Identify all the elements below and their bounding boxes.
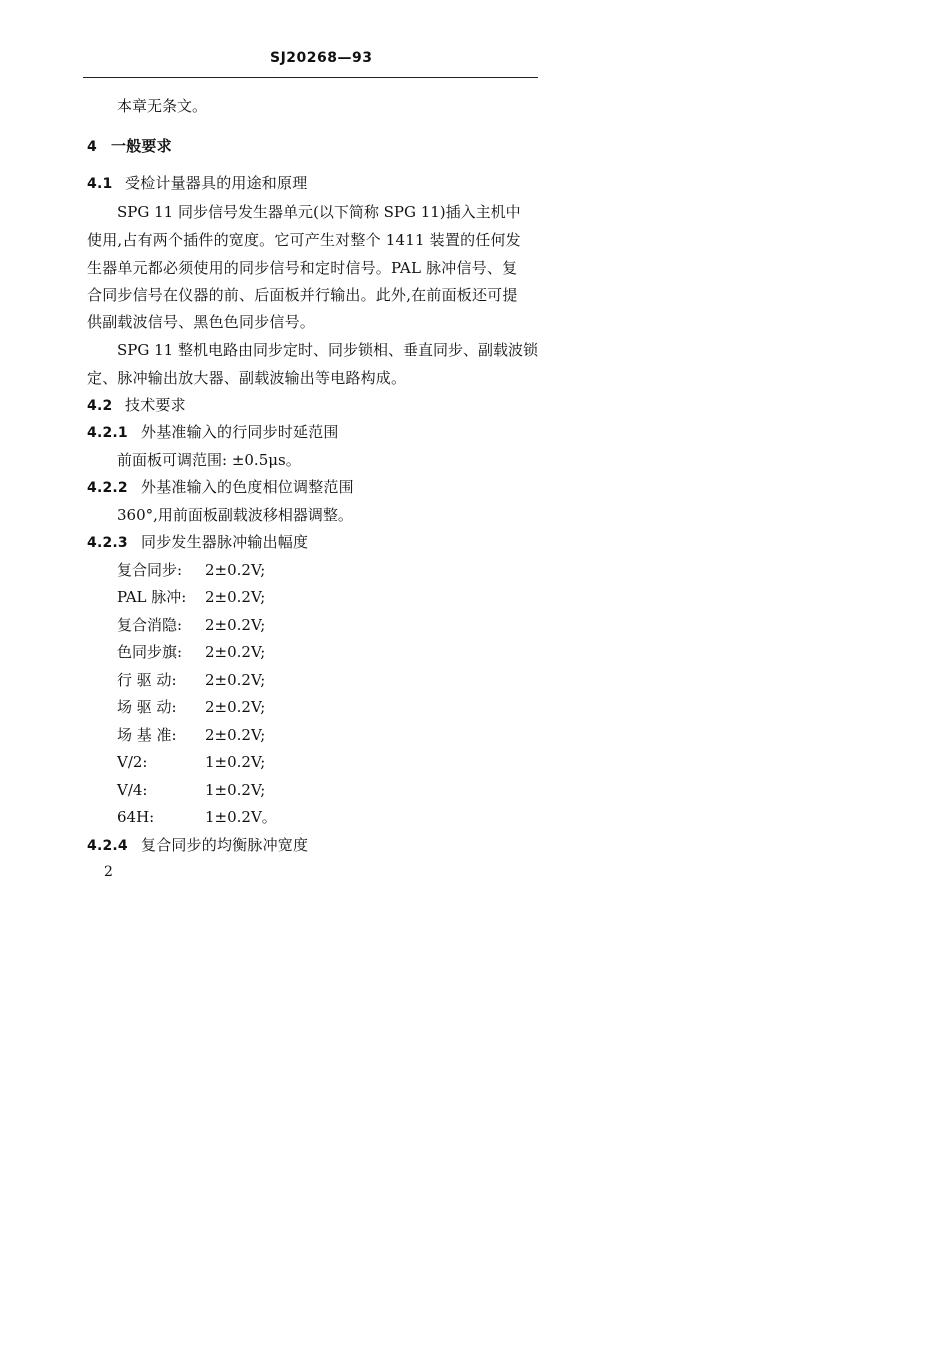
spec-label: V/4: [117,781,148,799]
section-body: 360°,用前面板副载波移相器调整。 [117,506,353,524]
spec-value: 1±0.2V; [205,781,266,799]
spec-label: 场 驱 动: [117,698,177,716]
paragraph-line: 定、脉冲输出放大器、副载波输出等电路构成。 [87,369,407,387]
paragraph-line: SPG 11 同步信号发生器单元(以下简称 SPG 11)插入主机中 [117,203,521,221]
spec-row [117,560,265,580]
no-clauses-note: 本章无条文。 [117,97,208,115]
section-title: 受检计量器具的用途和原理 [125,174,308,192]
section-body: 前面板可调范围: ±0.5μs。 [117,451,301,469]
paragraph-line: 供副载波信号、黑色色同步信号。 [87,313,316,331]
spec-row [117,780,265,800]
section-number: 4 [87,139,97,155]
spec-row [117,725,265,745]
spec-row [117,615,265,635]
section-title: 同步发生器脉冲输出幅度 [141,533,309,551]
spec-value: 1±0.2V。 [205,808,277,826]
paragraph-line: 使用,占有两个插件的宽度。它可产生对整个 1411 装置的任何发 [87,231,521,249]
spec-label: 行 驱 动: [117,671,177,689]
section-number: 4.2.3 [87,535,128,551]
spec-value: 2±0.2V; [205,698,266,716]
section-title: 外基准输入的行同步时延范围 [141,423,339,441]
spec-value: 2±0.2V; [205,588,266,606]
section-4-2-heading [87,395,539,416]
section-number: 4.2.2 [87,480,128,496]
spec-label: V/2: [117,753,148,771]
spec-row [117,587,265,607]
paragraph-line: SPG 11 整机电路由同步定时、同步锁相、垂直同步、副载波锁 [117,341,538,359]
section-number: 4.1 [87,176,113,192]
section-4-2-4-heading [87,835,539,856]
section-title: 外基准输入的色度相位调整范围 [141,478,354,496]
section-4-2-2-heading [87,477,539,498]
spec-value: 2±0.2V; [205,561,266,579]
spec-value: 1±0.2V; [205,753,266,771]
spec-value: 2±0.2V; [205,643,266,661]
spec-value: 2±0.2V; [205,616,266,634]
section-title: 复合同步的均衡脉冲宽度 [141,836,309,854]
spec-row [117,642,265,662]
header-rule [83,77,538,78]
paragraph-line: 合同步信号在仪器的前、后面板并行输出。此外,在前面板还可提 [87,286,518,304]
spec-label: 复合同步: [117,561,183,579]
section-4-2-3-heading [87,532,539,553]
spec-row [117,697,265,717]
section-title: 技术要求 [125,396,186,414]
spec-value: 2±0.2V; [205,671,266,689]
spec-label: 64H: [117,808,155,826]
section-number: 4.2.4 [87,838,128,854]
spec-label: 色同步旗: [117,643,183,661]
section-number: 4.2 [87,398,113,414]
standard-code: SJ20268—93 [270,50,373,66]
section-number: 4.2.1 [87,425,128,441]
section-4-2-1-heading [87,422,539,443]
section-4-1-heading [87,173,539,194]
paragraph-line: 生器单元都必须使用的同步信号和定时信号。PAL 脉冲信号、复 [87,259,518,277]
spec-row [117,807,277,827]
section-title: 一般要求 [111,137,172,155]
section-4-heading [87,136,539,157]
spec-label: 复合消隐: [117,616,183,634]
spec-row [117,752,265,772]
page-number: 2 [104,864,113,880]
spec-label: 场 基 准: [117,726,177,744]
spec-value: 2±0.2V; [205,726,266,744]
spec-label: PAL 脉冲: [117,588,187,606]
spec-row [117,670,265,690]
